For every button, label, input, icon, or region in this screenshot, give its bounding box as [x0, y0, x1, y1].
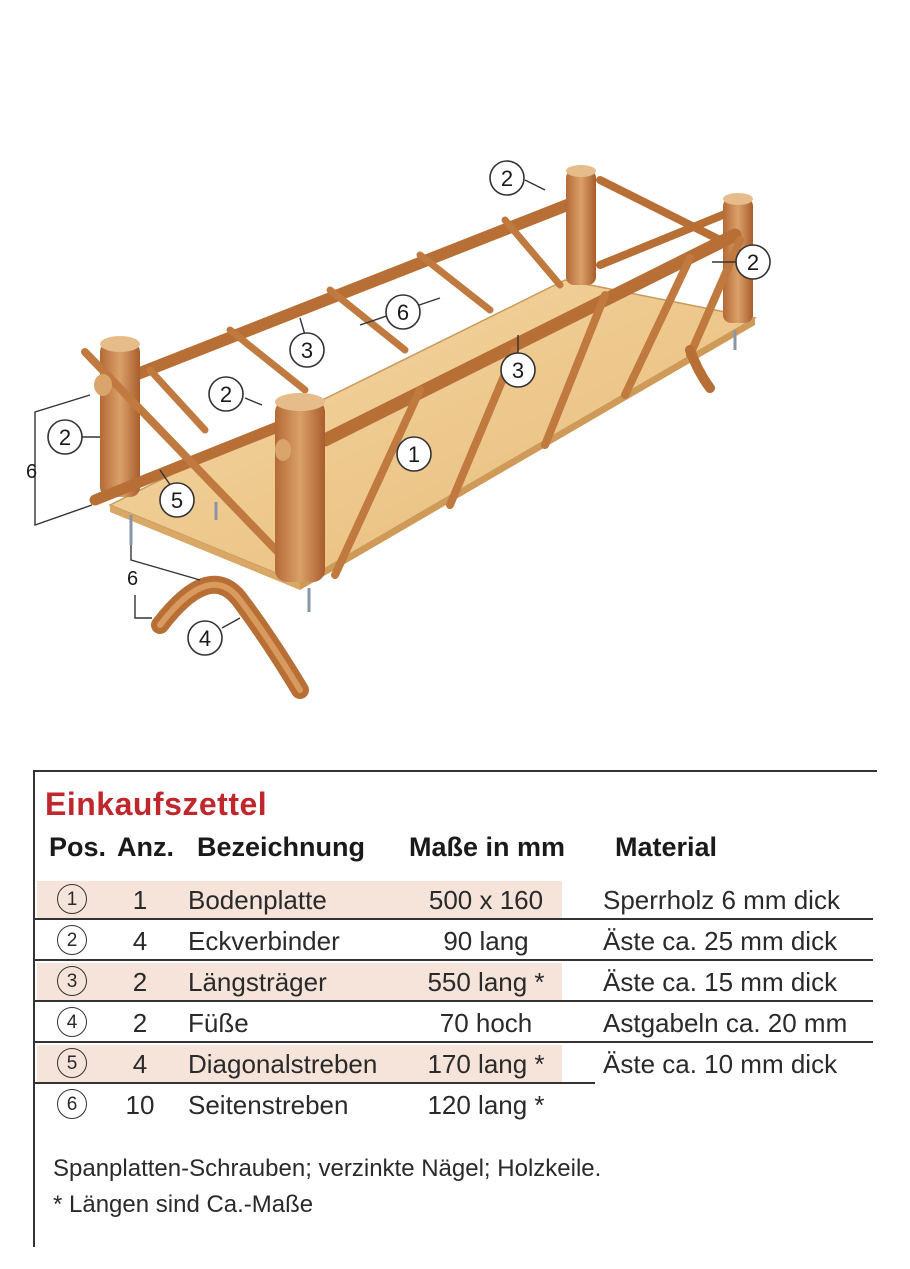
- anz-value: 4: [132, 926, 148, 956]
- pos-number: 5: [57, 1048, 87, 1078]
- pos-number: 1: [57, 884, 87, 914]
- row-divider: [35, 959, 873, 961]
- material-value: Sperrholz 6 mm dick: [603, 885, 840, 915]
- callout-label: 4: [198, 626, 212, 651]
- material-value: Äste ca. 10 mm dick: [603, 1049, 838, 1079]
- header-material: Material: [615, 832, 718, 862]
- row-divider: [35, 1082, 595, 1084]
- masse-value: 90 lang: [443, 926, 529, 956]
- table-row: [35, 962, 873, 1002]
- anz-value: 10: [125, 1090, 155, 1120]
- pos-number: 4: [57, 1007, 87, 1037]
- material-value: Astgabeln ca. 20 mm: [603, 1008, 848, 1038]
- row-divider: [35, 1000, 873, 1002]
- shopping-list: [33, 770, 877, 1247]
- header-pos: Pos.: [49, 832, 107, 862]
- callout-label: 3: [511, 358, 525, 383]
- list-title: Einkaufszettel: [45, 786, 268, 822]
- material-value: Äste ca. 25 mm dick: [603, 926, 838, 956]
- masse-value: 70 hoch: [439, 1008, 533, 1038]
- callout-label: 3: [300, 338, 314, 363]
- callout-label: 2: [58, 425, 72, 450]
- callout-label: 5: [170, 488, 184, 513]
- header-bezeichnung: Bezeichnung: [197, 832, 366, 862]
- anz-value: 1: [132, 885, 148, 915]
- bezeichnung-value: Seitenstreben: [188, 1090, 349, 1120]
- masse-value: 500 x 160: [428, 885, 544, 915]
- masse-value: 170 lang *: [427, 1049, 545, 1079]
- anz-value: 4: [132, 1049, 148, 1079]
- dimension-label-top: 6: [26, 461, 38, 483]
- masse-value: 120 lang *: [427, 1090, 545, 1120]
- row-divider: [35, 1041, 873, 1043]
- bezeichnung-value: Bodenplatte: [188, 885, 327, 915]
- pos-number: 3: [57, 966, 87, 996]
- pos-number: 6: [57, 1089, 87, 1119]
- callout-label: 1: [407, 442, 421, 467]
- table-row: [35, 1044, 873, 1084]
- row-divider: [35, 918, 873, 920]
- anz-value: 2: [132, 1008, 148, 1038]
- note-hardware: Spanplatten-Schrauben; verzinkte Nägel; Holzkeile.: [53, 1155, 602, 1182]
- header-anz: Anz.: [117, 832, 174, 862]
- anz-value: 2: [132, 967, 148, 997]
- callout-label: 2: [746, 250, 760, 275]
- callout-label: 2: [219, 382, 233, 407]
- callout-label: 2: [500, 166, 514, 191]
- table-row: [35, 1003, 873, 1043]
- table-row: [35, 921, 873, 961]
- bezeichnung-value: Eckverbinder: [188, 926, 340, 956]
- material-value: Äste ca. 15 mm dick: [603, 967, 838, 997]
- table-row: [35, 880, 873, 920]
- callout-label: 6: [396, 300, 410, 325]
- bezeichnung-value: Längsträger: [188, 967, 327, 997]
- table-row: [35, 1085, 873, 1125]
- header-masse: Maße in mm: [409, 832, 566, 862]
- masse-value: 550 lang *: [427, 967, 545, 997]
- bezeichnung-value: Diagonalstreben: [188, 1049, 378, 1079]
- pos-number: 2: [57, 925, 87, 955]
- note-approx: * Längen sind Ca.-Maße: [53, 1191, 314, 1218]
- dimension-label-bottom: 6: [127, 568, 139, 590]
- bezeichnung-value: Füße: [188, 1008, 249, 1038]
